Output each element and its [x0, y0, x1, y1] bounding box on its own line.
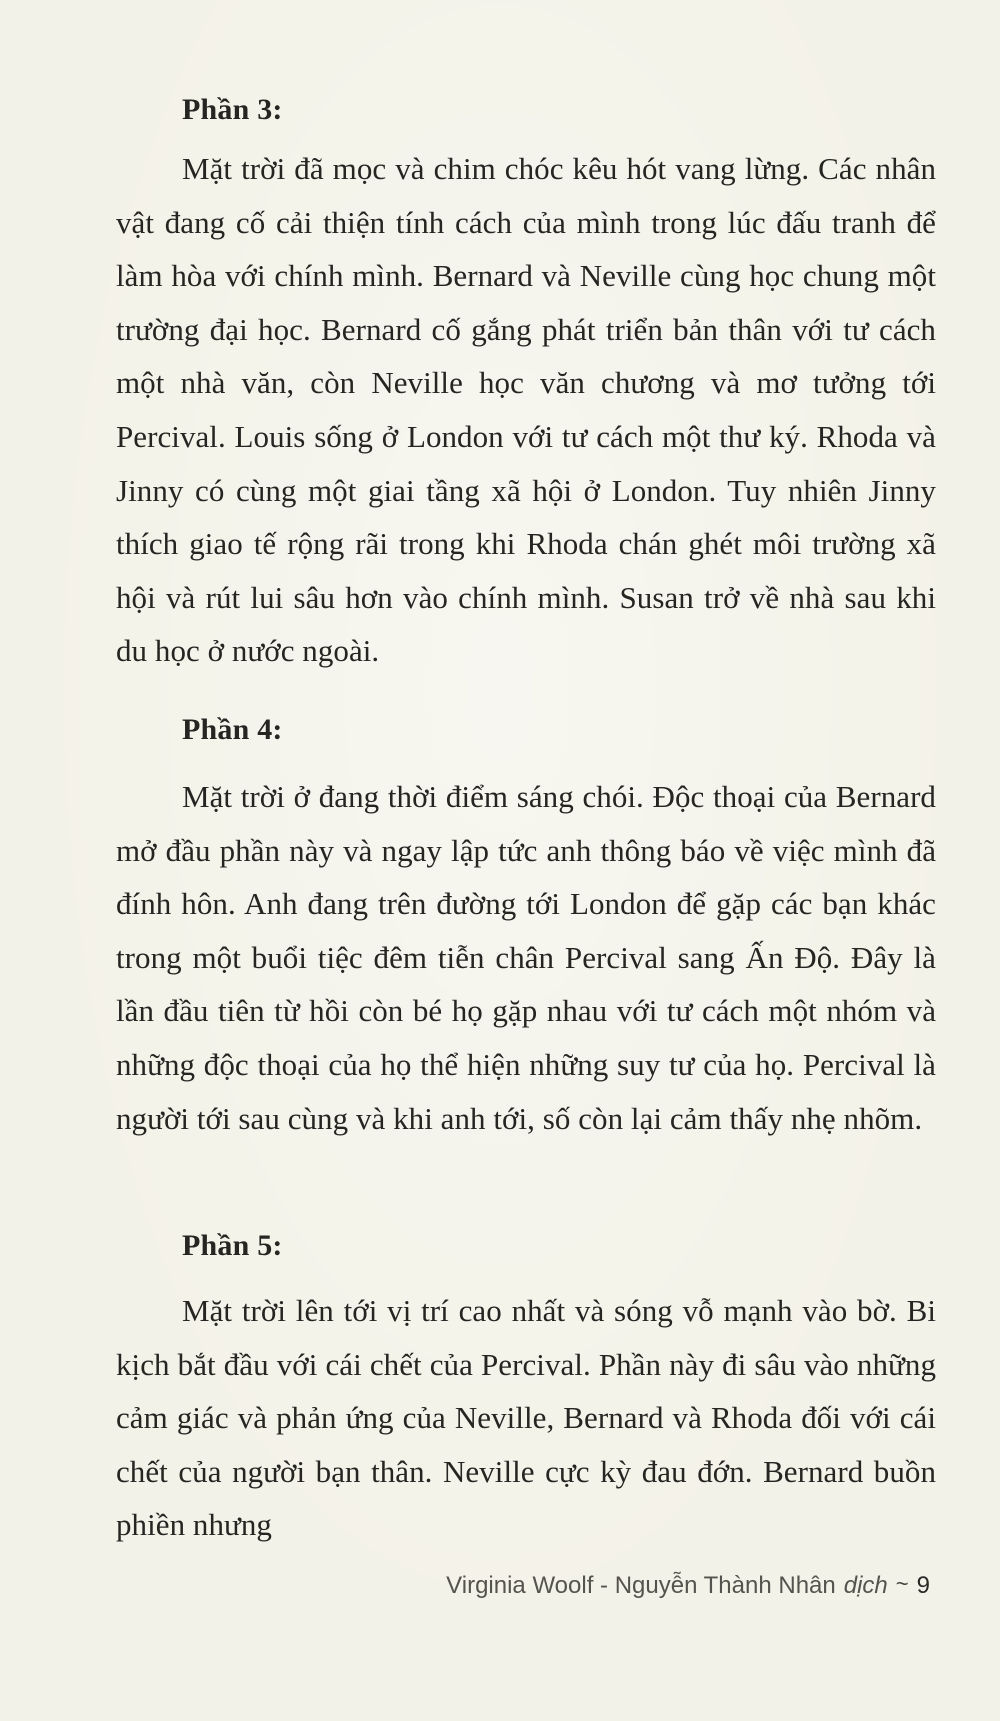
section-paragraph-3: Mặt trời đã mọc và chim chóc kêu hót vang lừng. Các nhân vật đang cố cải thiện tính cách của mình trong lúc đấu tranh để làm hòa với chính mình. Bernard và Neville cùng học chung một trường đại học. Bernard cố gắng phát triển bản thân với tư cách một nhà văn, còn Neville học văn chương và mơ tưởng tới Percival. Louis sống ở London với tư cách một thư ký. Rhoda và Jinny có cùng một giai tầng xã hội ở London. Tuy nhiên Jinny thích giao tế rộng rãi trong khi Rhoda chán ghét môi trường xã hội và rút lui sâu hơn vào chính mình. Susan trở về nhà sau khi du học ở nước ngoài.: [116, 151, 936, 669]
page-footer: [446, 1572, 930, 1600]
section-paragraph-5: Mặt trời lên tới vị trí cao nhất và sóng vỗ mạnh vào bờ. Bi kịch bắt đầu với cái chết của Percival. Phần này đi sâu vào những cảm giác và phản ứng của Neville, Bernard và Rhoda đối với cái chết của người bạn thân. Neville cực kỳ đau đớn. Bernard buồn phiền nhưng: [116, 1293, 936, 1543]
section-paragraph-4: Mặt trời ở đang thời điểm sáng chói. Độc thoại của Bernard mở đầu phần này và ngay lập tức anh thông báo về việc mình đã đính hôn. Anh đang trên đường tới London để gặp các bạn khác trong một buổi tiệc đêm tiễn chân Percival sang Ấn Độ. Đây là lần đầu tiên từ hồi còn bé họ gặp nhau với tư cách một nhóm và những độc thoại của họ thể hiện những suy tư của họ. Percival là người tới sau cùng và khi anh tới, số còn lại cảm thấy nhẹ nhõm.: [116, 779, 936, 1136]
section-heading-4: Phần 4:: [182, 713, 283, 746]
footer-role: dịch: [843, 1572, 888, 1599]
footer-author: Virginia Woolf - Nguyễn Thành Nhân: [446, 1572, 836, 1599]
section-heading-5: Phần 5:: [182, 1229, 283, 1262]
flourish-icon: ~: [895, 1571, 909, 1596]
page-number: 9: [916, 1572, 930, 1599]
section-heading-3: Phần 3:: [182, 93, 283, 126]
